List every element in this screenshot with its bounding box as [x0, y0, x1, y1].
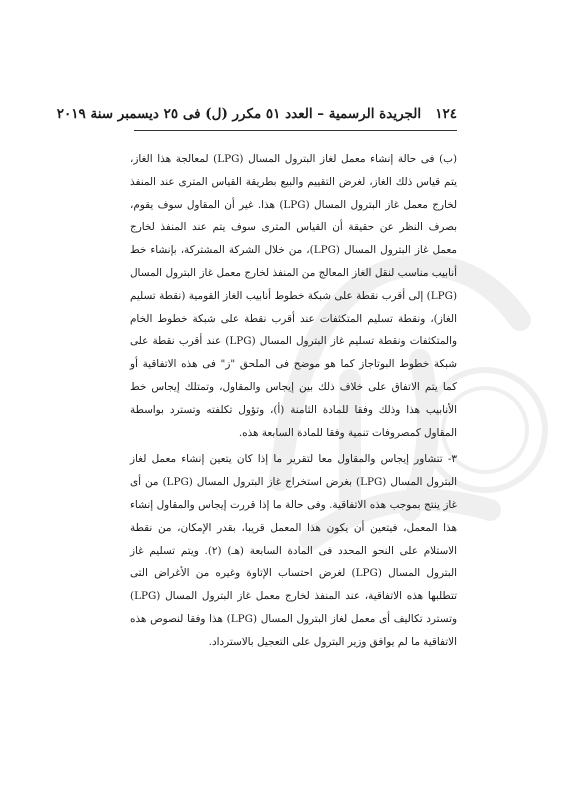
- paragraph-3: ٣- تتشاور إيجاس والمقاول معا لتقرير ما إذا كان يتعين إنشاء معمل لغاز البترول المسال (LPG) بغرض استخراج غاز البترول المسال (LPG) من أى غاز ينتج بموجب هذه الاتفاقية. وفى حالة ما إذا قررت إيجاس والمقاول إنشاء هذا المعمل، فيتعين أن يكون هذا المعمل قريبا، بقدر الإمكان، من نقطة الاستلام على النحو المحدد فى المادة السابعة (هـ) (٢). ويتم تسليم غاز البترول المسال (LPG) لغرض احتساب الإتاوة وغيره من الأغراض التى تتطلبها هذه الاتفاقية، عند المنفذ لخارج معمل غاز البترول المسال (LPG) وتسترد تكاليف أى معمل لغاز البترول المسال (LPG) هذا وفقا لنصوص هذه الاتفاقية ما لم يوافق وزير البترول على التعجيل بالاسترداد.: [130, 453, 457, 648]
- paragraph-b: (ب) فى حالة إنشاء معمل لغاز البترول المسال (LPG) لمعالجة هذا الغاز، يتم قياس ذلك الغاز، لغرض التقييم والبيع بطريقة القياس المترى عند المنفذ لخارج معمل غاز البترول المسال (LPG) هذا. غير أن المقاول سوف يقوم، بصرف النظر عن حقيقة أن القياس المترى سوف يتم عند المنفذ لخارج معمل غاز البترول المسال (LPG)، من خلال الشركة المشتركة، بإنشاء خط أنابيب مناسب لنقل الغاز المعالج من المنفذ لخارج معمل غاز البترول المسال (LPG) إلى أقرب نقطة على شبكة خطوط أنابيب الغاز القومية (نقطة تسليم الغاز)، ونقطة تسليم المتكثفات عند أقرب نقطة على شبكة خطوط الخام والمتكثفات ونقطة تسليم غاز البترول المسال (LPG) عند أقرب نقطة على شبكة خطوط البوتاجاز كما هو موضح فى الملحق "ز" فى هذه الاتفاقية أو كما يتم الاتفاق على خلاف ذلك بين إيجاس والمقاول، وتمتلك إيجاس خط الأنابيب هذا وذلك وفقا للمادة الثامنة (أ)، وتؤول تكلفته وتسترد بواسطة المقاول كمصروفات تنمية وفقا للمادة السابعة هذه.: [130, 153, 458, 439]
- header-divider: [134, 130, 457, 131]
- page-header: [56, 104, 457, 124]
- page-number: ١٢٤: [435, 106, 457, 122]
- gazette-title: الجريدة الرسمية – العدد ٥١ مكرر (ل) فى ٢٥ ديسمبر سنة ٢٠١٩: [56, 106, 422, 122]
- document-body: [130, 148, 457, 654]
